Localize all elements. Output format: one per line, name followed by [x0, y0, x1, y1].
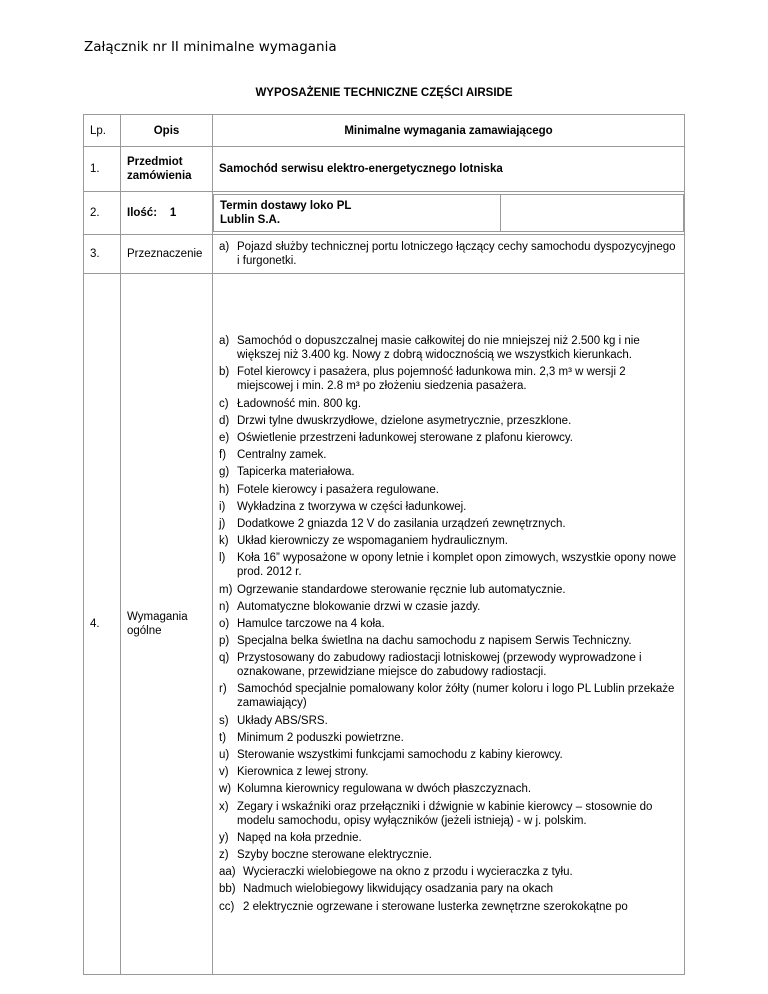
item-text: Centralny zamek.	[237, 449, 327, 462]
item-text: Wycieraczki wielobiegowe na okno z przodu i wycieraczka z tyłu.	[243, 866, 573, 879]
document-title: WYPOSAŻENIE TECHNICZNE CZĘŚCI AIRSIDE	[255, 87, 513, 99]
list-item	[219, 782, 678, 796]
item-label: l)	[219, 552, 226, 565]
list-item	[219, 431, 678, 445]
item-text: Nadmuch wielobiegowy likwidujący osadzania pary na okach	[243, 883, 554, 896]
list-item	[219, 365, 678, 393]
item-text: Fotel kierowcy i pasażera, plus pojemność ładunkowa min. 2,3 m³ w wersji 2 miejscowej i min. 2.8 m³ po złożeniu siedzenia pasażera.	[237, 366, 626, 393]
row2-opis	[121, 192, 213, 235]
list-item	[219, 465, 678, 479]
list-item	[219, 534, 678, 548]
item-text: Drzwi tylne dwuskrzydłowe, dzielone asymetrycznie, przeszklone.	[237, 414, 572, 427]
list-item	[219, 617, 678, 631]
row1-requirement: Samochód serwisu elektro-energetycznego lotniska	[213, 147, 685, 192]
list-item	[219, 900, 678, 914]
list-item	[219, 583, 678, 597]
row1-opis: Przedmiot zamówienia	[121, 147, 213, 192]
item-label: b)	[219, 366, 230, 379]
item-label: aa)	[219, 866, 236, 879]
row4-opis	[121, 274, 213, 975]
table-row	[84, 147, 685, 192]
item-text: Koła 16” wyposażone w opony letnie i komplet opon zimowych, wszystkie opony nowe prod. 2012 r.	[237, 552, 677, 579]
item-text: Kolumna kierownicy regulowana w dwóch płaszczyznach.	[237, 783, 532, 796]
item-label: y)	[219, 831, 229, 844]
quantity-label: Ilość:	[127, 207, 158, 219]
list-item	[219, 731, 678, 745]
list-item	[219, 882, 678, 896]
item-text: Samochód specjalnie pomalowany kolor żółty (numer koloru i logo PL Lublin przekaże zamawiający)	[237, 683, 675, 710]
item-text: Tapicerka materiałowa.	[237, 466, 355, 479]
item-text: Przystosowany do zabudowy radiostacji lotniskowej (przewody wyprowadzone i oznakowane, przewidziane miejsce do zabudowy radiostacji.	[237, 652, 642, 679]
row2-inner-row	[214, 195, 684, 232]
requirements-list	[219, 329, 678, 918]
item-text: Hamulce tarczowe na 4 koła.	[237, 617, 385, 630]
item-label: u)	[219, 749, 230, 762]
list-item	[219, 414, 678, 428]
list-item	[219, 765, 678, 779]
header-opis: Opis	[121, 115, 213, 147]
item-text: Wykładzina z tworzywa w części ładunkowej.	[237, 500, 467, 513]
row2-lp: 2.	[84, 192, 121, 235]
header-requirements: Minimalne wymagania zamawiającego	[213, 115, 685, 147]
item-text: Napęd na koła przednie.	[237, 831, 362, 844]
item-label: j)	[219, 517, 226, 530]
item-label: cc)	[219, 900, 235, 913]
row4-requirements	[213, 274, 685, 975]
list-item	[219, 334, 678, 362]
row2-requirement-cell	[213, 192, 685, 235]
item-text: Ładowność min. 800 kg.	[237, 397, 362, 410]
list-item	[219, 500, 678, 514]
item-text: Dodatkowe 2 gniazda 12 V do zasilania urządzeń zewnętrznych.	[237, 517, 566, 530]
row2-empty-cell	[501, 195, 684, 232]
item-label: a)	[219, 241, 230, 253]
list-item	[219, 448, 678, 462]
item-label: n)	[219, 600, 230, 613]
item-text: Minimum 2 poduszki powietrzne.	[237, 731, 404, 744]
row2-inner	[213, 194, 684, 232]
item-label: q)	[219, 652, 230, 665]
item-text: Kierownica z lewej strony.	[237, 766, 369, 779]
item-text: Automatyczne blokowanie drzwi w czasie jazdy.	[237, 600, 481, 613]
item-label: i)	[219, 500, 226, 513]
item-label: p)	[219, 635, 230, 648]
table-header-row	[84, 115, 685, 147]
item-text: Samochód o dopuszczalnej masie całkowitej do nie mniejszej niż 2.500 kg i nie większej niż 3.400 kg. Nowy z dobrą widocznością we wszystkich kierunkach.	[237, 335, 640, 362]
item-label: d)	[219, 414, 230, 427]
item-text: Ogrzewanie standardowe sterowanie ręcznie lub automatycznie.	[237, 583, 566, 596]
item-label: x)	[219, 800, 229, 813]
list-item	[219, 600, 678, 614]
list-item	[219, 651, 678, 679]
list-item	[219, 240, 678, 268]
item-text: Układ kierowniczy ze wspomaganiem hydraulicznym.	[237, 535, 508, 548]
item-label: r)	[219, 683, 227, 696]
list-item	[219, 865, 678, 879]
item-text: Specjalna belka świetlna na dachu samochodu z napisem Serwis Techniczny.	[237, 635, 632, 648]
list-item	[219, 397, 678, 411]
row3-lp: 3.	[84, 235, 121, 274]
item-label: z)	[219, 848, 229, 861]
list-item	[219, 682, 678, 710]
item-text: Fotele kierowcy i pasażera regulowane.	[237, 483, 439, 496]
row3-requirement	[213, 235, 685, 274]
list-item	[219, 714, 678, 728]
item-label: c)	[219, 397, 229, 410]
item-label: bb)	[219, 883, 236, 896]
item-label: h)	[219, 483, 230, 496]
list-item	[219, 517, 678, 531]
item-text: Sterowanie wszystkimi funkcjami samochodu z kabiny kierowcy.	[237, 749, 563, 762]
item-text: 2 elektrycznie ogrzewane i sterowane lusterka zewnętrzne szerokokątne po	[243, 900, 628, 913]
list-item	[219, 483, 678, 497]
row4-lp: 4.	[84, 274, 121, 975]
table-row	[84, 192, 685, 235]
list-item	[219, 848, 678, 862]
list-item	[219, 634, 678, 648]
quantity-value: 1	[169, 207, 177, 219]
list-item	[219, 800, 678, 828]
item-label: a)	[219, 335, 230, 348]
item-label: o)	[219, 617, 230, 630]
list-item	[219, 551, 678, 579]
item-label: v)	[219, 766, 229, 779]
row2-requirement	[214, 195, 501, 232]
list-item	[219, 748, 678, 762]
delivery-term: Termin dostawy loko PL Lublin S.A.	[220, 200, 352, 226]
item-text: Szyby boczne sterowane elektrycznie.	[237, 848, 432, 861]
item-label: s)	[219, 714, 229, 727]
item-text: Zegary i wskaźniki oraz przełączniki i dźwignie w kabinie kierowcy – stosownie do modelu samochodu, opisy wyłączników (jeżeli istnieją) - w j. polskim.	[237, 800, 653, 827]
list-item	[219, 831, 678, 845]
item-label: e)	[219, 432, 230, 445]
item-label: g)	[219, 466, 230, 479]
item-text: Pojazd służby technicznej portu lotniczego łączący cechy samochodu dyspozycyjnego i furgonetki.	[237, 241, 676, 267]
item-label: t)	[219, 731, 227, 744]
general-requirements-label: Wymagania ogólne	[127, 611, 188, 637]
row3-opis: Przeznaczenie	[121, 235, 213, 274]
item-label: m)	[219, 583, 233, 596]
header-lp: Lp.	[84, 115, 121, 147]
table-row	[84, 235, 685, 274]
table-row	[84, 274, 685, 975]
requirements-table	[83, 114, 685, 975]
header-note: Załącznik nr II minimalne wymagania	[84, 39, 337, 55]
item-label: k)	[219, 535, 229, 548]
row1-lp: 1.	[84, 147, 121, 192]
item-text: Układy ABS/SRS.	[237, 714, 328, 727]
item-label: f)	[219, 449, 227, 462]
item-label: w)	[219, 783, 232, 796]
item-text: Oświetlenie przestrzeni ładunkowej sterowane z plafonu kierowcy.	[237, 432, 574, 445]
